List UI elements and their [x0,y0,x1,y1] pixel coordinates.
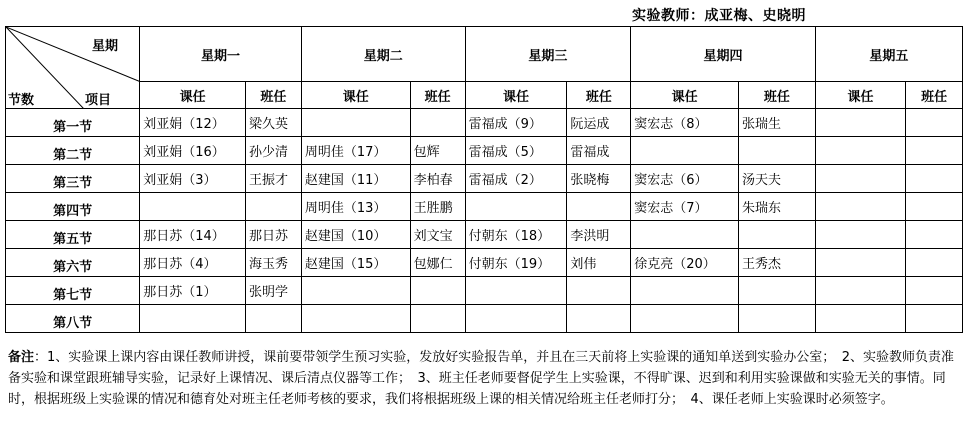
sub-header-class: 班任 [410,82,465,109]
notes-text: ：1、实验课上课内容由课任教师讲授，课前要带领学生预习实验，发放好实验报告单，并且在三天前将上实验课的通知单送到实验办公室； 2、实验教师负责准备实验和课堂跟班辅导实验，记录好上课情况、课后清点仪器等工作； 3、班主任老师要督促学生上实验课，不得旷课、迟到和利用实验课做和实验无关的事情。同时，根据班级上实验课的情况和德育处对班主任老师考核的要求，我们将根据班级上课的相关情况给班主任老师打分； 4、课任老师上实验课时必须签字。 [8,350,955,407]
course-teacher-cell: 那日苏（14） [140,221,246,249]
sub-header-class: 班任 [906,82,963,109]
course-teacher-cell [301,305,410,333]
course-teacher-cell: 徐克亮（20） [631,249,739,277]
period-label: 第二节 [6,137,140,165]
course-teacher-cell: 雷福成（2） [465,165,567,193]
course-teacher-cell: 窦宏志（7） [631,193,739,221]
course-teacher-cell [465,277,567,305]
course-teacher-cell: 刘亚娟（12） [140,109,246,137]
course-teacher-cell: 赵建国（15） [301,249,410,277]
course-teacher-cell: 刘亚娟（16） [140,137,246,165]
corner-period-label: 节数 [8,93,35,108]
course-teacher-cell [631,305,739,333]
day-header-mon: 星期一 [140,27,302,82]
notes-section [8,347,958,410]
class-teacher-cell: 阮运成 [567,109,631,137]
class-teacher-cell [906,137,963,165]
sub-header-class: 班任 [246,82,302,109]
course-teacher-cell: 赵建国（10） [301,221,410,249]
class-teacher-cell: 刘伟 [567,249,631,277]
class-teacher-cell: 雷福成 [567,137,631,165]
course-teacher-cell: 周明佳（13） [301,193,410,221]
course-teacher-cell [465,193,567,221]
course-teacher-cell [815,249,905,277]
class-teacher-cell [906,249,963,277]
class-teacher-cell [567,193,631,221]
course-teacher-cell [815,305,905,333]
day-header-tue: 星期二 [301,27,465,82]
course-teacher-cell: 付朝东（18） [465,221,567,249]
class-teacher-cell: 李柏春 [410,165,465,193]
class-teacher-cell: 包辉 [410,137,465,165]
course-teacher-cell: 付朝东（19） [465,249,567,277]
class-teacher-cell: 张瑞生 [739,109,816,137]
class-teacher-cell: 李洪明 [567,221,631,249]
period-label: 第五节 [6,221,140,249]
course-teacher-cell: 雷福成（5） [465,137,567,165]
class-teacher-cell: 那日苏 [246,221,302,249]
sub-header-course: 课任 [465,82,567,109]
course-teacher-cell [815,277,905,305]
period-row [6,221,963,249]
class-teacher-cell: 朱瑞东 [739,193,816,221]
class-teacher-cell [567,305,631,333]
class-teacher-cell: 王胜鹏 [410,193,465,221]
period-label: 第四节 [6,193,140,221]
sub-header-course: 课任 [301,82,410,109]
class-teacher-cell [246,193,302,221]
class-teacher-cell [567,277,631,305]
class-teacher-cell: 梁久英 [246,109,302,137]
class-teacher-cell [906,193,963,221]
course-teacher-cell [815,109,905,137]
sub-header-class: 班任 [567,82,631,109]
class-teacher-cell: 刘文宝 [410,221,465,249]
corner-item-label: 项目 [85,93,112,108]
course-teacher-cell [815,193,905,221]
course-teacher-cell [301,109,410,137]
day-header-row [6,27,963,82]
class-teacher-cell [739,305,816,333]
sub-header-course: 课任 [140,82,246,109]
course-teacher-cell: 那日苏（1） [140,277,246,305]
course-teacher-cell [140,305,246,333]
class-teacher-cell [906,165,963,193]
corner-cell [6,27,140,109]
period-row [6,165,963,193]
course-teacher-cell: 周明佳（17） [301,137,410,165]
class-teacher-cell: 王秀杰 [739,249,816,277]
course-teacher-cell: 那日苏（4） [140,249,246,277]
class-teacher-cell [906,277,963,305]
period-label: 第七节 [6,277,140,305]
course-teacher-cell: 赵建国（11） [301,165,410,193]
teacher-line: 实验教师：成亚梅、史晓明 [632,8,806,24]
period-label: 第六节 [6,249,140,277]
course-teacher-cell [631,277,739,305]
sub-header-course: 课任 [815,82,905,109]
class-teacher-cell [739,277,816,305]
class-teacher-cell [739,221,816,249]
period-row [6,109,963,137]
class-teacher-cell: 包娜仁 [410,249,465,277]
class-teacher-cell [246,305,302,333]
class-teacher-cell: 张明学 [246,277,302,305]
class-teacher-cell [739,137,816,165]
sub-header-class: 班任 [739,82,816,109]
course-teacher-cell [815,137,905,165]
class-teacher-cell [410,305,465,333]
period-row [6,277,963,305]
class-teacher-cell: 张晓梅 [567,165,631,193]
sub-header-row [6,82,963,109]
class-teacher-cell [906,221,963,249]
schedule-table [5,26,963,333]
period-label: 第八节 [6,305,140,333]
course-teacher-cell: 刘亚娟（3） [140,165,246,193]
class-teacher-cell: 海玉秀 [246,249,302,277]
course-teacher-cell [815,165,905,193]
course-teacher-cell: 雷福成（9） [465,109,567,137]
corner-weekday-label: 星期 [92,39,119,54]
day-header-thu: 星期四 [631,27,816,82]
period-label: 第三节 [6,165,140,193]
day-header-fri: 星期五 [815,27,962,82]
course-teacher-cell [631,221,739,249]
course-teacher-cell [465,305,567,333]
course-teacher-cell [140,193,246,221]
course-teacher-cell: 窦宏志（8） [631,109,739,137]
day-header-wed: 星期三 [465,27,631,82]
class-teacher-cell [906,305,963,333]
sub-header-course: 课任 [631,82,739,109]
period-row [6,137,963,165]
class-teacher-cell: 孙少清 [246,137,302,165]
class-teacher-cell: 王振才 [246,165,302,193]
class-teacher-cell [410,109,465,137]
class-teacher-cell: 汤天夫 [739,165,816,193]
class-teacher-cell [906,109,963,137]
period-row [6,193,963,221]
period-label: 第一节 [6,109,140,137]
course-teacher-cell [815,221,905,249]
period-row [6,305,963,333]
notes-label: 备注 [8,350,35,365]
course-teacher-cell: 窦宏志（6） [631,165,739,193]
class-teacher-cell [410,277,465,305]
course-teacher-cell [301,277,410,305]
course-teacher-cell [631,137,739,165]
period-row [6,249,963,277]
